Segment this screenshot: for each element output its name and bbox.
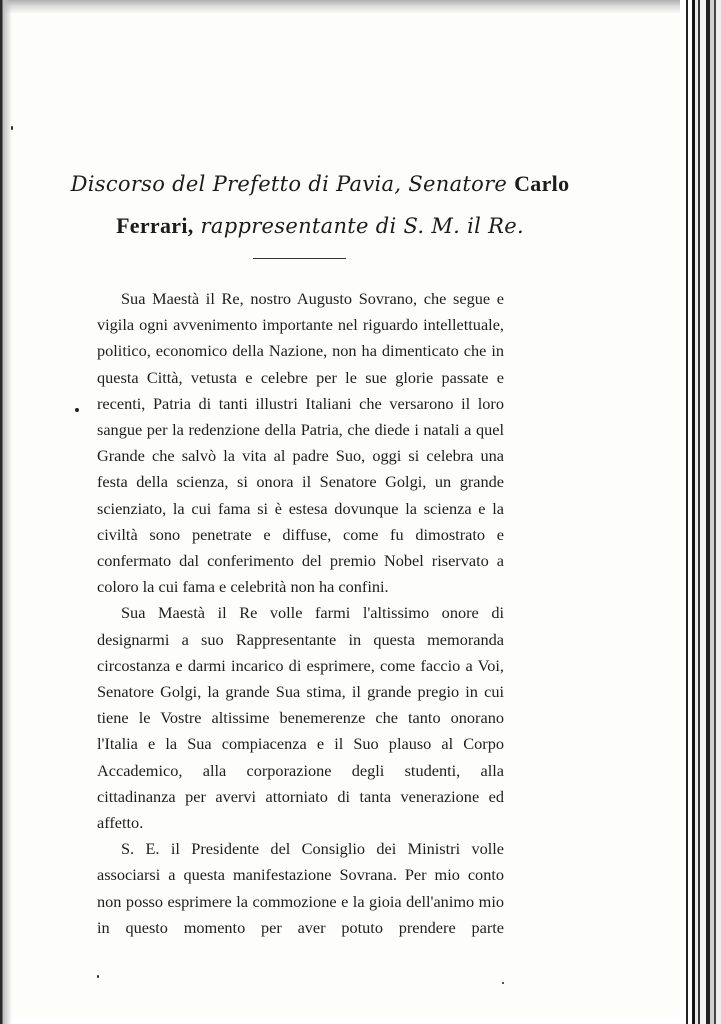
- paragraph: S. E. il Presidente del Consiglio dei Ministri volle associarsi a questa manifestazione Sovrana. Per mio conto non posso esprimere la commozione e la gioia dell'animo mio in questo momento per aver potuto prendere parte: [97, 839, 504, 937]
- ink-speck: [75, 408, 79, 412]
- paragraph: Sua Maestà il Re volle farmi l'altissimo onore di designarmi a suo Rappresentante in questa memoranda circostanza e darmi incarico di esprimere, come faccio a Voi, Senatore Golgi, la grande Sua stima, il grande pregio in cui tiene le Vostre altissime benemerenze che tanto onorano l'Italia e la Sua compiacenza e il Suo plauso al Corpo Accademico, alla corporazione degli studenti, alla cittadinanza per avervi attorniato di tanta venerazione ed affetto.: [97, 603, 504, 833]
- ink-speck: [11, 126, 13, 130]
- heading-line-1: Discorso del Prefetto di Pavia, Senatore Carlo: [70, 171, 570, 196]
- heading-divider: [253, 258, 346, 259]
- speech-heading: [60, 163, 580, 247]
- book-binding-edge: [680, 0, 721, 1024]
- paragraph: Sua Maestà il Re, nostro Augusto Sovrano, che segue e vigila ogni avvenimento importante nel riguardo intellettuale, politico, economico della Nazione, non ha dimenticato che in questa Città, vetusta e celebre per le sue glorie passate e recenti, Patria di tanti illustri Italiani che versarono il loro sangue per la redenzione della Patria, che diede i natali a quel Grande che salvò la vita al padre Suo, oggi si celebra una festa della scienza, si onora il Senatore Golgi, un grande scienziato, la cui fama si è estesa dovunque la scienza e la civiltà sono penetrate e diffuse, come fu dimostrato e confermato dal conferimento del premio Nobel riservato a coloro la cui fama e celebrità non ha confini.: [97, 289, 504, 597]
- speech-body: [97, 286, 504, 941]
- ink-speck: [97, 975, 99, 978]
- scan-top-edge: [0, 0, 680, 14]
- ink-speck: [502, 982, 504, 984]
- scan-left-edge: [0, 0, 12, 1024]
- heading-line-2: Ferrari, rappresentante di S. M. il Re.: [116, 213, 524, 238]
